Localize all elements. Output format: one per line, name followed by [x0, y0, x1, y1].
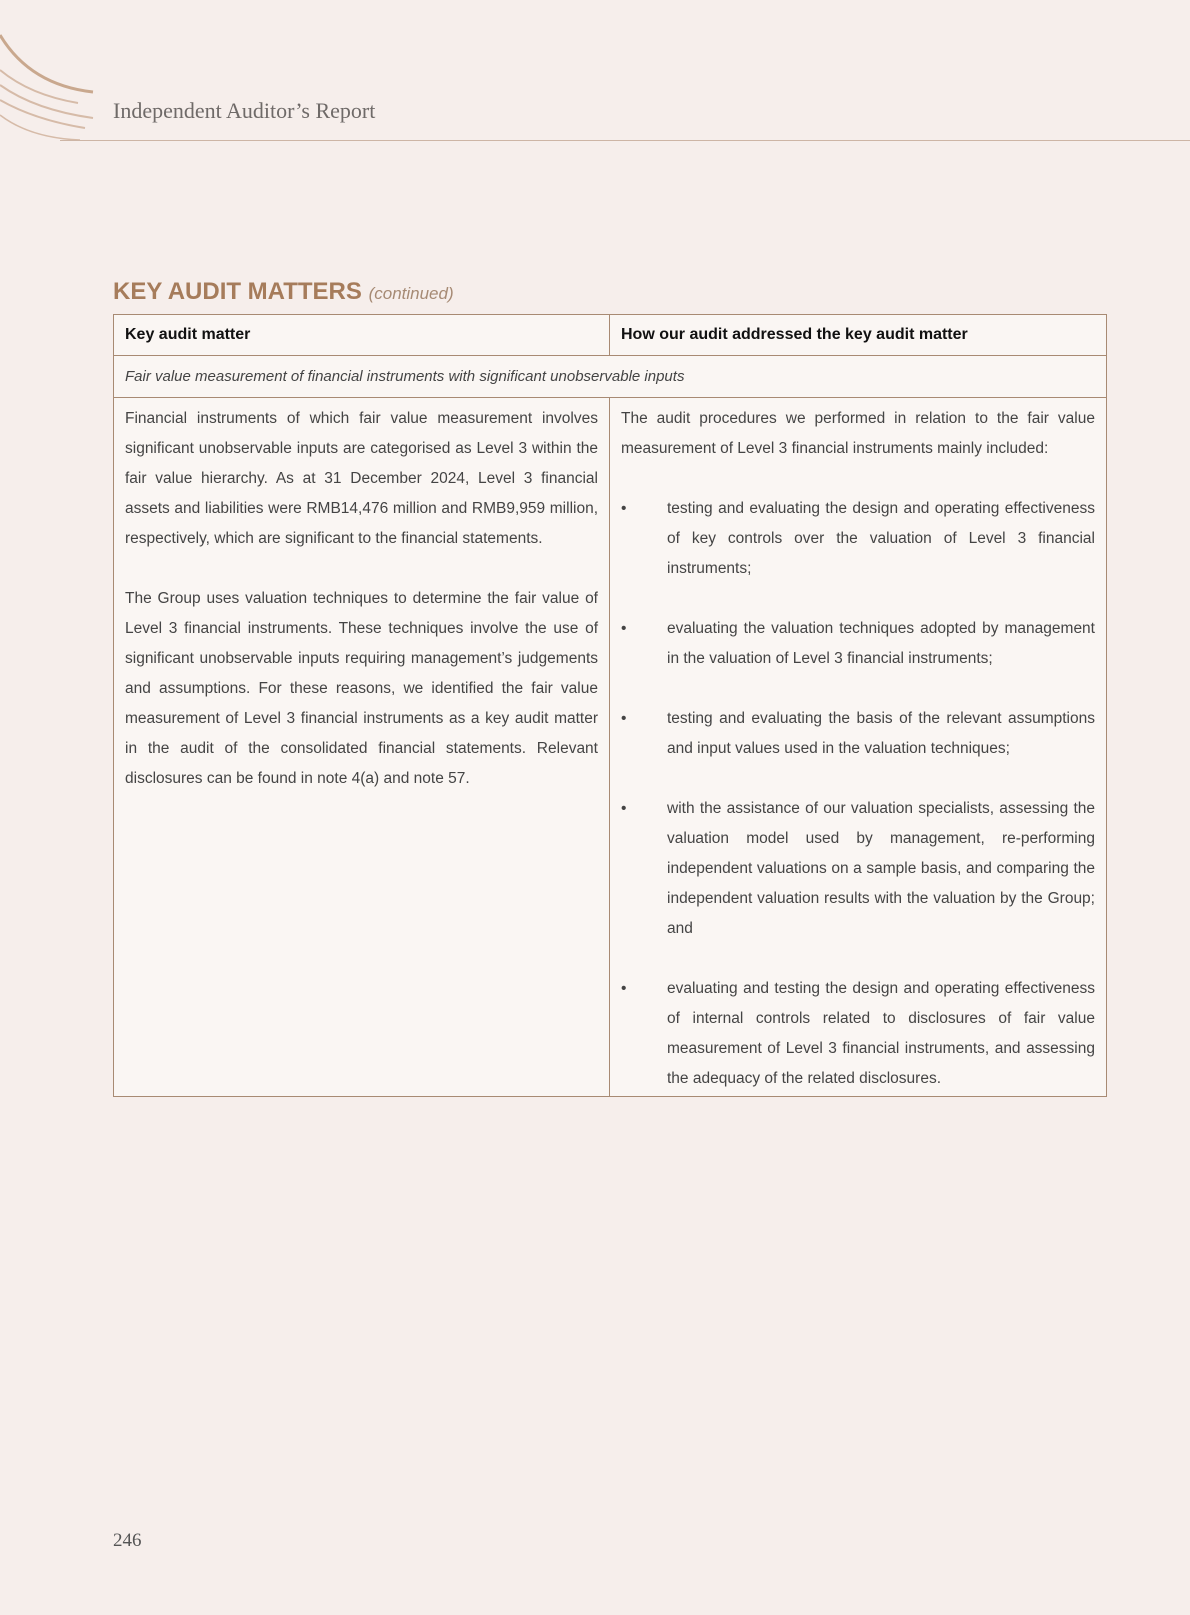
list-item-text: testing and evaluating the basis of the relevant assumptions and input values used in the valuation techniques;	[667, 710, 1095, 757]
list-item-text: evaluating the valuation techniques adopted by management in the valuation of Level 3 financial instruments;	[667, 620, 1095, 667]
list-item	[621, 704, 1095, 764]
matter-description-cell	[114, 398, 610, 1097]
bullet-icon: •	[621, 710, 627, 727]
bullet-icon: •	[621, 500, 627, 517]
list-item-text: evaluating and testing the design and operating effectiveness of internal controls related to disclosures of fair value measurement of Level 3 financial instruments, and assessing the adequacy of the related disclosures.	[667, 980, 1095, 1087]
audit-response-cell	[610, 398, 1107, 1097]
list-item	[621, 794, 1095, 944]
col-header-audit-response: How our audit addressed the key audit matter	[610, 315, 1107, 356]
matter-paragraph: Financial instruments of which fair value measurement involves significant unobservable inputs are categorised as Level 3 within the fair value hierarchy. As at 31 December 2024, Level 3 financial assets and liabilities were RMB14,476 million and RMB9,959 million, respectively, which are significant to the financial statements.	[125, 410, 598, 547]
list-item-text: testing and evaluating the design and operating effectiveness of key controls over the valuation of Level 3 financial instruments;	[667, 500, 1095, 577]
list-item	[621, 614, 1095, 674]
matter-subheading: Fair value measurement of financial instruments with significant unobservable inputs	[114, 356, 1107, 398]
matter-paragraph: The Group uses valuation techniques to determine the fair value of Level 3 financial instruments. These techniques involve the use of significant unobservable inputs requiring management’s judgements and assumptions. For these reasons, we identified the fair value measurement of Level 3 financial instruments as a key audit matter in the audit of the consolidated financial statements. Relevant disclosures can be found in note 4(a) and note 57.	[125, 590, 598, 787]
list-item	[621, 494, 1095, 584]
section-title-text: KEY AUDIT MATTERS	[113, 278, 362, 305]
bullet-icon: •	[621, 620, 627, 637]
bullet-icon: •	[621, 980, 627, 997]
page-number: 246	[113, 1530, 142, 1551]
report-header-title: Independent Auditor’s Report	[113, 98, 376, 123]
response-intro: The audit procedures we performed in relation to the fair value measurement of Level 3 financial instruments mainly included:	[621, 410, 1095, 457]
col-header-key-audit-matter: Key audit matter	[114, 315, 610, 356]
header-divider	[60, 140, 1190, 141]
bullet-icon: •	[621, 800, 627, 817]
key-audit-matters-table	[113, 314, 1107, 1097]
continued-label: (continued)	[368, 284, 454, 303]
section-title	[113, 278, 454, 306]
list-item-text: with the assistance of our valuation specialists, assessing the valuation model used by management, re-performing independent valuations on a sample basis, and comparing the independent valuation results with the valuation by the Group; and	[667, 800, 1095, 937]
decorative-arcs-icon	[0, 0, 100, 145]
list-item	[621, 974, 1095, 1094]
